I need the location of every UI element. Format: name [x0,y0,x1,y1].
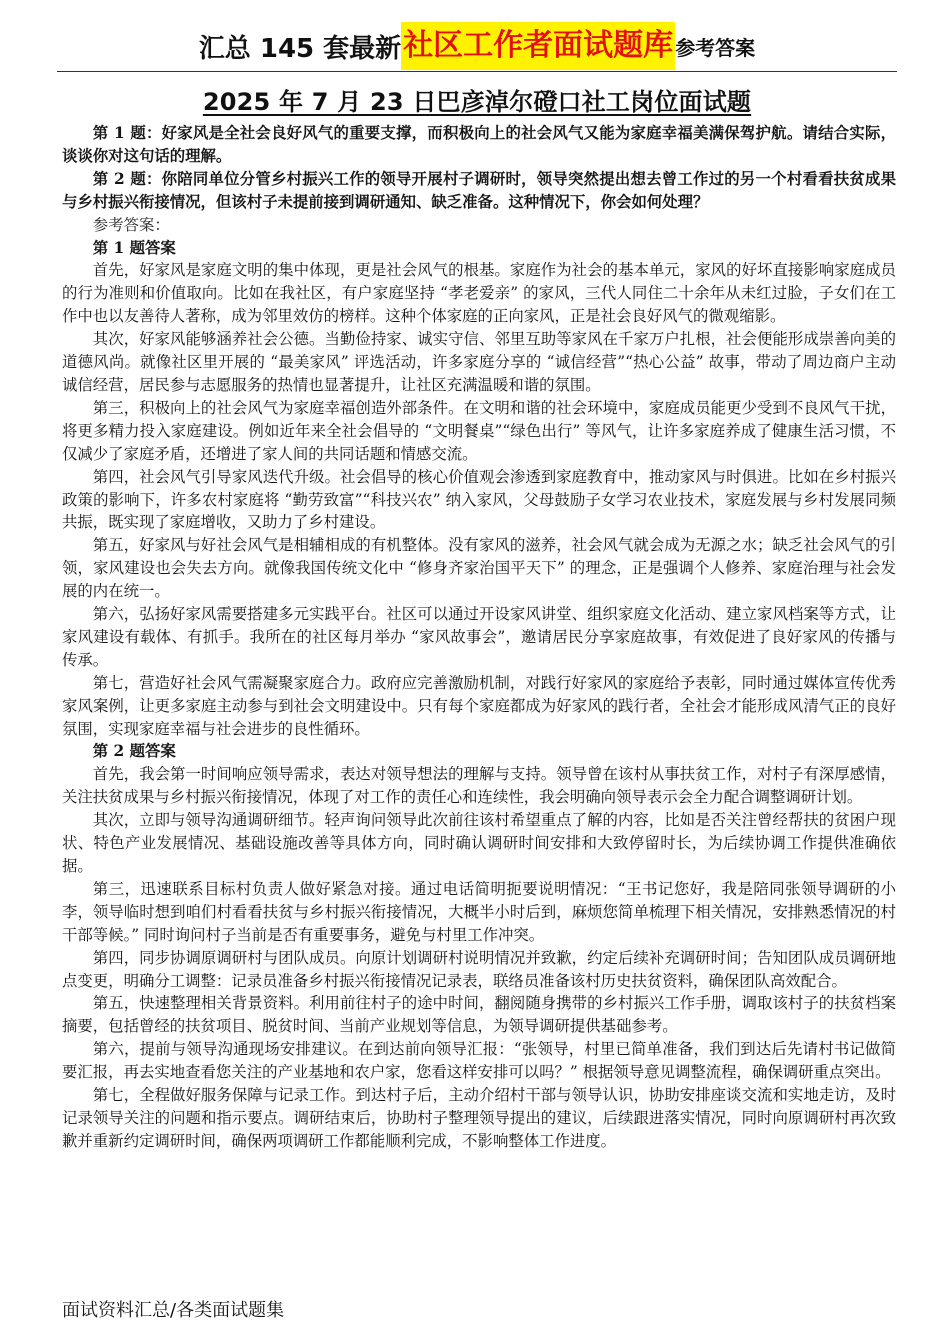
answer-1-paragraph: 其次，好家风能够涵养社会公德。当勤俭持家、诚实守信、邻里互助等家风在千家万户扎根，社会便能形成崇善向美的道德风尚。就像社区里开展的 “最美家风” 评选活动，许多家庭分享的 “诚信经营”“热心公益” 故事，带动了周边商户主动诚信经营，居民参与志愿服务的热情也显著提升，让社区充满温暖和谐的氛围。 [62,330,896,394]
header-highlight: 社区工作者面试题库 [401,22,675,70]
page-footer: 面试资料汇总/各类面试题集 [62,1300,285,1321]
document-title: 2025 年 7 月 23 日巴彦淖尔磴口社工岗位面试题 [202,88,752,116]
page-header [57,22,897,72]
answer-2-paragraph: 第五，快速整理相关背景资料。利用前往村子的途中时间，翻阅随身携带的乡村振兴工作手册，调取该村子的扶贫档案摘要，包括曾经的扶贫项目、脱贫时间、当前产业规划等信息，为领导调研提供基础参考。 [62,994,896,1036]
answer-2-paragraph: 第六，提前与领导沟通现场安排建议。在到达前向领导汇报：“张领导，村里已简单准备，我们到达后先请村书记做简要汇报，再去实地查看您关注的产业基地和农户家，您看这样安排可以吗？” 根据领导意见调整流程，确保调研重点突出。 [62,1040,896,1082]
answer-2-paragraph: 第四，同步协调原调研村与团队成员。向原计划调研村说明情况并致歉，约定后续补充调研时间；告知团队成员调研地点变更，明确分工调整：记录员准备乡村振兴衔接情况记录表，联络员准备该村历史扶贫资料，确保团队高效配合。 [62,948,896,990]
answer-1-paragraph: 首先，好家风是家庭文明的集中体现，更是社会风气的根基。家庭作为社会的基本单元，家风的好坏直接影响家庭成员的行为准则和价值取向。比如在我社区，有户家庭坚持 “孝老爱亲” 的家风，三代人同住二十余年从未红过脸，子女们在工作中也以友善待人著称，成为邻里效仿的榜样。这种个体家庭的正向家风，正是社会良好风气的微观缩影。 [62,261,896,326]
answer-1-paragraph: 第五，好家风与好社会风气是相辅相成的有机整体。没有家风的滋养，社会风气就会成为无源之水；缺乏社会风气的引领，家风建设也会失去方向。就像我国传统文化中 “修身齐家治国平天下” 的理念，正是强调个人修养、家庭治理与社会发展的内在统一。 [62,536,896,601]
answer-1-paragraph: 第六，弘扬好家风需要搭建多元实践平台。社区可以通过开设家风讲堂、组织家庭文化活动、建立家风档案等方式，让家风建设有载体、有抓手。我所在的社区每月举办 “家风故事会”，邀请居民分享家庭故事，有效促进了良好家风的传播与传承。 [62,605,896,669]
header-suffix: 参考答案 [675,35,756,60]
answer-1-paragraph: 第七，营造好社会风气需凝聚家庭合力。政府应完善激励机制，对践行好家风的家庭给予表彰，同时通过媒体宣传优秀家风案例，让更多家庭主动参与到社会文明建设中。只有每个家庭都成为好家风的践行者，全社会才能形成风清气正的良好氛围，实现家庭幸福与社会进步的良性循环。 [62,673,896,738]
header-prefix: 汇总 145 套最新 [198,33,402,64]
answer-1-paragraph: 第三，积极向上的社会风气为家庭幸福创造外部条件。在文明和谐的社会环境中，家庭成员能更少受到不良风气干扰，将更多精力投入家庭建设。例如近年来全社会倡导的 “文明餐桌”“绿色出行” 等风气，让许多家庭养成了健康生活习惯，不仅减少了家庭矛盾，还增进了家人间的共同话题和情感交流。 [62,398,896,463]
reference-answer-label: 参考答案： [92,215,170,234]
header-divider [57,71,897,72]
question-2: 第 2 题：你陪同单位分管乡村振兴工作的领导开展村子调研时，领导突然提出想去曾工作过的另一个村看看扶贫成果与乡村振兴衔接情况，但该村子未提前接到调研通知、缺乏准备。这种情况下，你会如何处理？ [62,169,896,211]
answer-2-paragraph: 首先，我会第一时间响应领导需求，表达对领导想法的理解与支持。领导曾在该村从事扶贫工作，对村子有深厚感情，关注扶贫成果与乡村振兴衔接情况，体现了对工作的责任心和连续性，我会明确向领导表示会全力配合调整调研计划。 [62,765,896,807]
answer-2-paragraph: 其次，立即与领导沟通调研细节。轻声询问领导此次前往该村希望重点了解的内容，比如是否关注曾经帮扶的贫困户现状、特色产业发展情况、基础设施改善等具体方向，同时确认调研时间安排和大致停留时长，为后续协调工作提供准确依据。 [62,811,896,875]
answer-2-heading: 第 2 题答案 [92,742,176,761]
answer-1-heading: 第 1 题答案 [92,238,176,257]
answer-1-paragraph: 第四，社会风气引导家风迭代升级。社会倡导的核心价值观会渗透到家庭教育中，推动家风与时俱进。比如在乡村振兴政策的影响下，许多农村家庭将 “勤劳致富”“科技兴农” 纳入家风，父母鼓励子女学习农业技术，家庭发展与乡村发展同频共振，既实现了家庭增收，又助力了乡村建设。 [62,467,896,532]
answer-2-paragraph: 第三，迅速联系目标村负责人做好紧急对接。通过电话简明扼要说明情况：“王书记您好，我是陪同张领导调研的小李，领导临时想到咱们村看看扶贫与乡村振兴衔接情况，大概半小时后到，麻烦您简单梳理下相关情况，安排熟悉情况的村干部等候。” 同时询问村子当前是否有重要事务，避免与村里工作冲突。 [62,879,896,944]
answer-2-paragraph: 第七，全程做好服务保障与记录工作。到达村子后，主动介绍村干部与领导认识，协助安排座谈交流和实地走访，及时记录领导关注的问题和指示要点。调研结束后，协助村子整理领导提出的建议，后续跟进落实情况，同时向原调研村再次致歉并重新约定调研时间，确保两项调研工作都能顺利完成，不影响整体工作进度。 [62,1086,896,1150]
question-1: 第 1 题：好家风是全社会良好风气的重要支撑，而积极向上的社会风气又能为家庭幸福美满保驾护航。请结合实际，谈谈你对这句话的理解。 [62,124,896,165]
document-body [62,122,896,1153]
